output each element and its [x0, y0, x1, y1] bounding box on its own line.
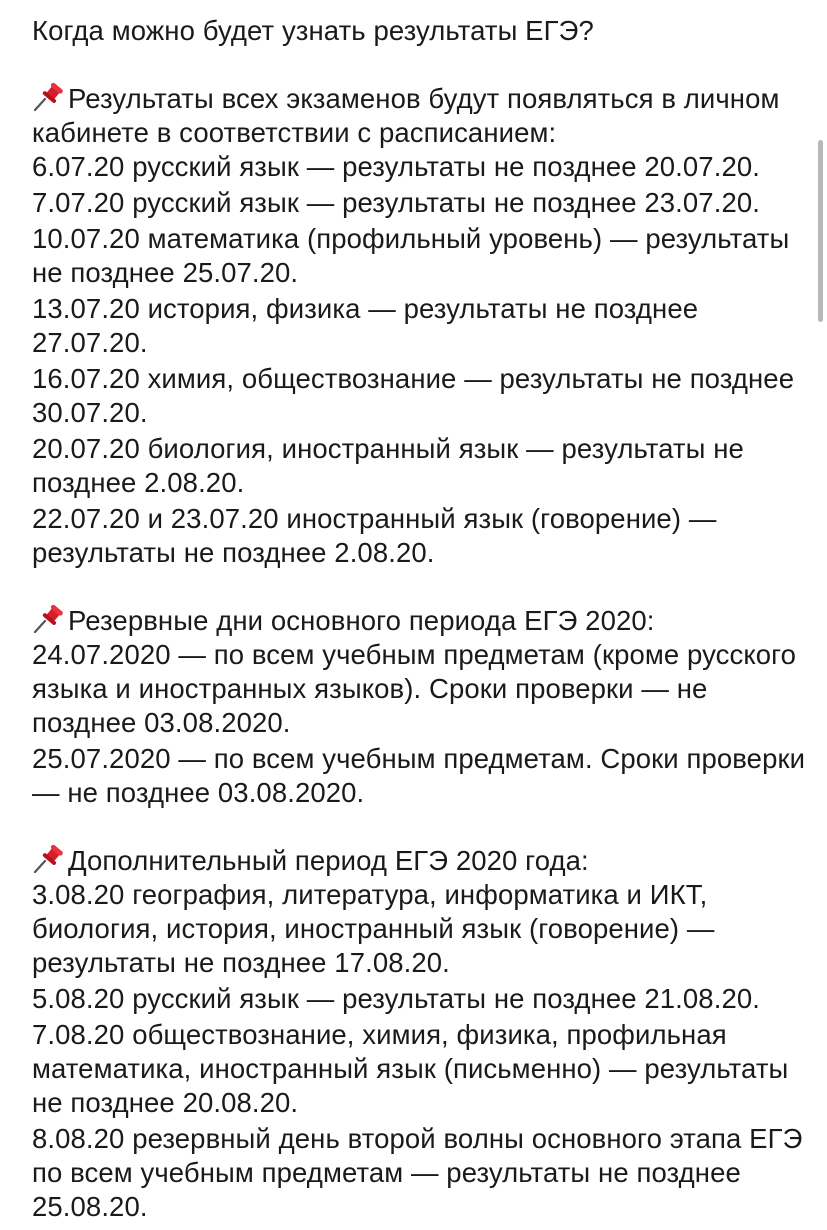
section-heading-text: Дополнительный период ЕГЭ 2020 года:: [68, 845, 589, 876]
pushpin-icon: [32, 82, 66, 112]
spacer: [32, 48, 807, 82]
list-item: 13.07.20 история, физика — результаты не позднее 27.07.20.: [32, 293, 699, 358]
section-heading: [32, 844, 807, 878]
message-text: [32, 14, 807, 1224]
list-item: 3.08.20 география, литература, информатика и ИКТ, биология, история, иностранный язык (говорение) — результаты не позднее 17.08.20.: [32, 879, 715, 978]
spacer: [32, 810, 807, 844]
spacer: [32, 570, 807, 604]
section-reserve-days: [32, 604, 807, 810]
list-item: 10.07.20 математика (профильный уровень) — результаты не позднее 25.07.20.: [32, 223, 790, 288]
list-item: 22.07.20 и 23.07.20 иностранный язык (говорение) — результаты не позднее 2.08.20.: [32, 503, 717, 568]
list-item: 8.08.20 резервный день второй волны основного этапа ЕГЭ по всем учебным предметам — результаты не позднее 25.08.20.: [32, 1123, 803, 1222]
list-item: 5.08.20 русский язык — результаты не позднее 21.08.20.: [32, 983, 760, 1014]
list-item: 16.07.20 химия, обществознание — результаты не позднее 30.07.20.: [32, 363, 795, 428]
section-schedule: [32, 82, 807, 570]
section-heading: [32, 82, 807, 150]
section-heading-text: Результаты всех экзаменов будут появляться в личном кабинете в соответствии с расписанием:: [32, 83, 780, 148]
list-item: 24.07.2020 — по всем учебным предметам (кроме русского языка и иностранных языков). Сроки проверки — не позднее 03.08.2020.: [32, 639, 797, 738]
list-item: 20.07.20 биология, иностранный язык — результаты не позднее 2.08.20.: [32, 433, 744, 498]
list-item: 25.07.2020 — по всем учебным предметам. Сроки проверки — не позднее 03.08.2020.: [32, 743, 806, 808]
pushpin-icon: [32, 604, 66, 634]
list-item: 7.08.20 обществознание, химия, физика, профильная математика, иностранный язык (письменно) — результаты не позднее 20.08.20.: [32, 1019, 789, 1118]
page-title: Когда можно будет узнать результаты ЕГЭ?: [32, 15, 594, 46]
scrollbar[interactable]: [818, 140, 823, 322]
list-item: 6.07.20 русский язык — результаты не позднее 20.07.20.: [32, 151, 760, 182]
section-heading-text: Резервные дни основного периода ЕГЭ 2020:: [68, 605, 655, 636]
pushpin-icon: [32, 844, 66, 874]
list-item: 7.07.20 русский язык — результаты не позднее 23.07.20.: [32, 187, 760, 218]
section-additional-period: [32, 844, 807, 1224]
section-heading: [32, 604, 807, 638]
